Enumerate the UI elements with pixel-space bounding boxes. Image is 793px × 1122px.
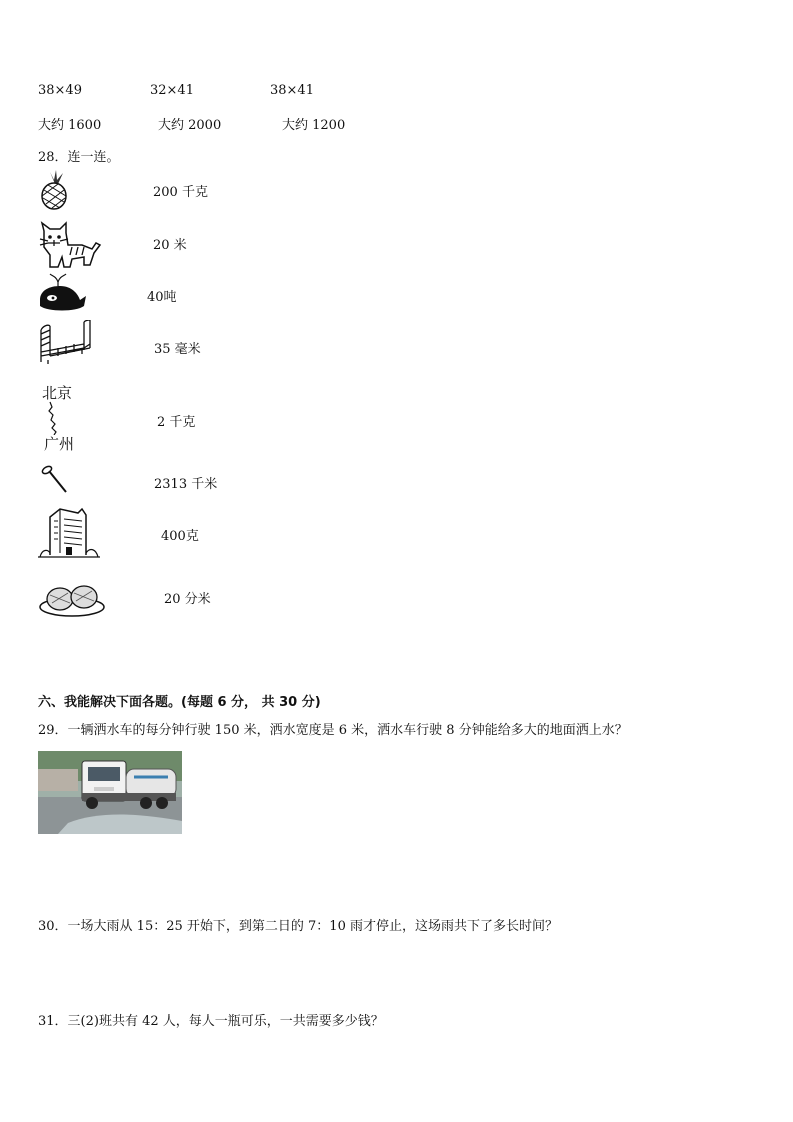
whale-icon	[36, 272, 88, 314]
unit-20-dm: 20 分米	[164, 592, 211, 607]
expression-2: 32×41	[150, 83, 194, 98]
unit-200-kg: 200 千克	[153, 185, 208, 200]
water-truck-photo	[38, 751, 182, 834]
estimate-1: 大约 1600	[38, 118, 102, 133]
map-label-beijing: 北京	[42, 384, 73, 402]
question-31: 31．三(2)班共有 42 人，每人一瓶可乐，一共需要多少钱？	[38, 1014, 384, 1029]
unit-40-t: 40吨	[147, 290, 177, 305]
expression-3: 38×41	[270, 83, 314, 98]
question-30: 30．一场大雨从 15：25 开始下，到第二日的 7：10 雨才停止，这场雨共下了多长时间？	[38, 919, 558, 934]
question-29: 29．一辆洒水车的每分钟行驶 150 米，洒水宽度是 6 米，洒水车行驶 8 分钟能给多大的地面洒上水？	[38, 723, 628, 738]
route-line-icon	[42, 401, 72, 435]
tiger-icon	[38, 221, 102, 269]
estimate-3: 大约 1200	[282, 118, 346, 133]
building-icon	[38, 505, 100, 559]
plate-fruit-icon	[38, 577, 108, 619]
bed-icon	[38, 320, 92, 366]
estimate-2: 大约 2000	[158, 118, 222, 133]
unit-400-g: 400克	[161, 529, 199, 544]
pin-icon	[40, 462, 70, 496]
section-6-title: 六、我能解决下面各题。(每题 6 分， 共 30 分)	[38, 695, 321, 710]
unit-20-m: 20 米	[153, 238, 187, 253]
unit-2-kg: 2 千克	[157, 415, 196, 430]
map-label-guangzhou: 广州	[44, 435, 75, 453]
question-28-title: 28．连一连。	[38, 150, 120, 165]
expression-1: 38×49	[38, 83, 82, 98]
pineapple-icon	[38, 170, 72, 210]
unit-2313-km: 2313 千米	[154, 477, 218, 492]
unit-35-mm: 35 毫米	[154, 342, 201, 357]
